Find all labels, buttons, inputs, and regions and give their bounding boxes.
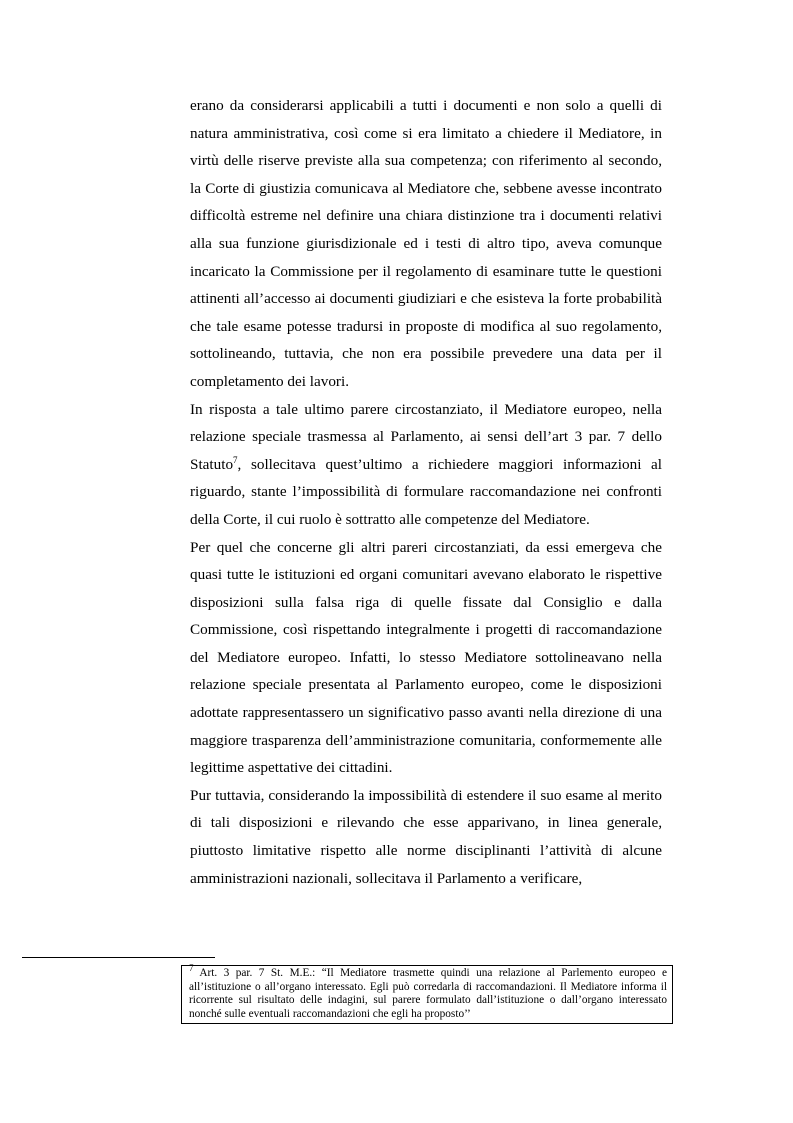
paragraph-2 [190, 396, 662, 534]
statuto-word: Statuto [190, 455, 234, 473]
footnote-7 [181, 965, 673, 1024]
paragraph-2-continuation: , sollecitava quest’ultimo a richiedere maggiori informazioni al riguardo, stante l’impossibilità di formulare raccomandazione nei confronti della Corte, il cui ruolo è sottratto alle competenze del Mediatore. [190, 455, 662, 528]
footnote-number: 7 [189, 963, 194, 974]
paragraph-1: erano da considerarsi applicabili a tutti i documenti e non solo a quelli di natura amministrativa, così come si era limitato a chiedere il Mediatore, in virtù delle riserve previste alla sua competenza; con riferimento al secondo, la Corte di giustizia comunicava al Mediatore che, sebbene avesse incontrato difficoltà estreme nel definire una chiara distinzione tra i documenti relativi alla sua funzione giurisdizionale ed i testi di altro tipo, aveva comunque incaricato la Commissione per il regolamento di esaminare tutte le questioni attinenti all’accesso ai documenti giudiziari e che esisteva la forte probabilità che tale esame potesse tradursi in proposte di modifica al suo regolamento, sottolineando, tuttavia, che non era possibile prevedere una data per il completamento dei lavori. [190, 97, 662, 390]
paragraph-3: Per quel che concerne gli altri pareri circostanziati, da essi emergeva che quasi tutte le istituzioni ed organi comunitari avevano elaborato le rispettive disposizioni sulla falsa riga di quelle fissate dal Consiglio e dalla Commissione, così rispettando integralmente i progetti di raccomandazione del Mediatore europeo. Infatti, lo stesso Mediatore sottolineavano nella relazione speciale presentata al Parlamento europeo, come le disposizioni adottate rappresentassero un significativo passo avanti nella direzione di una maggiore trasparenza dell’amministrazione comunitaria, conformemente alle legittime aspettative dei cittadini. [190, 538, 662, 777]
paragraph-4: Pur tuttavia, considerando la impossibilità di estendere il suo esame al merito di tali disposizioni e rilevando che esse apparivano, in linea generale, piuttosto limitative rispetto alle norme disciplinanti l’attività di alcune amministrazioni nazionali, sollecitava il Parlamento a verificare, [190, 786, 662, 887]
main-text [190, 92, 662, 892]
paragraph-2-text: In risposta a tale ultimo parere circostanziato, il Mediatore europeo, nella relazione speciale trasmessa al Parlamento, ai sensi dell’art 3 par. 7 dello [190, 400, 662, 446]
footnote-text: Art. 3 par. 7 St. M.E.: “Il Mediatore trasmette quindi una relazione al Parlemento europeo e all’istituzione o all’organo interessato. Egli può corredarla di raccomandazioni. Il Mediatore informa il ricorrente sul risultato delle indagini, sul parere formulato dall’istituzione o dall’organo interessato nonché sulle eventuali raccomandazioni che egli ha proposto’’ [189, 967, 668, 1020]
footnote-ref-7[interactable]: 7 [233, 454, 238, 465]
footnote-separator [22, 957, 215, 958]
